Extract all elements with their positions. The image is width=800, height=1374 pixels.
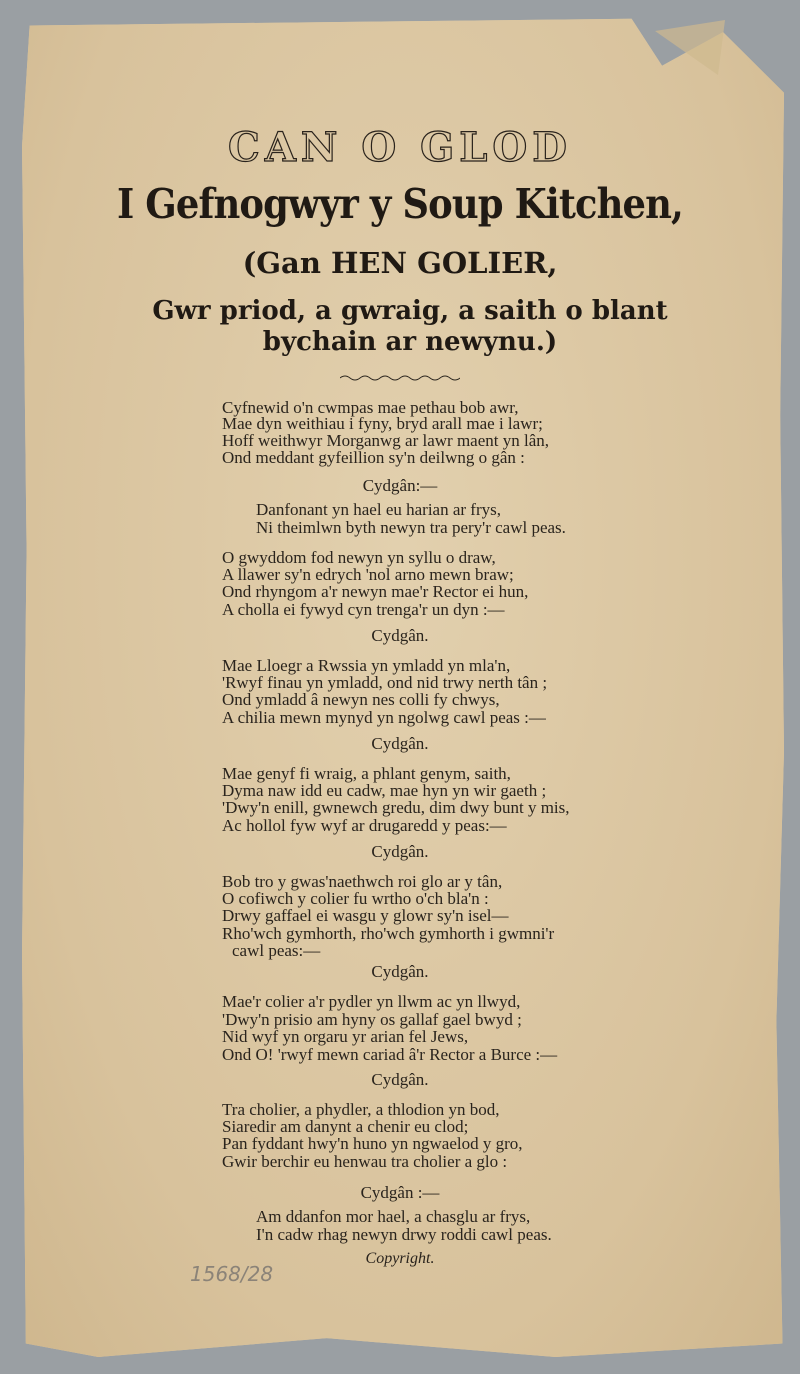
verse-line: Dyma naw idd eu cadw, mae hyn yn wir gaeth ; — [222, 781, 547, 800]
verse-line: Tra cholier, a phydler, a thlodion yn bod, — [222, 1100, 500, 1119]
verse-line: Pan fyddant hwy'n huno yn ngwaelod y gro, — [222, 1134, 523, 1153]
verse-line: Mae'r colier a'r pydler yn llwm ac yn llwyd, — [222, 992, 521, 1011]
title-line-3 — [0, 246, 800, 280]
verse-line: Nid wyf yn orgaru yr arian fel Jews, — [222, 1027, 469, 1046]
title-line-4: Gwr priod, a gwraig, a saith o blant bychain ar newynu.) — [152, 296, 668, 357]
verse-line: Bob tro y gwas'naethwch roi glo ar y tân, — [222, 872, 503, 891]
chorus-label: Cydgân. — [371, 842, 429, 861]
verse-line: A cholla ei fywyd cyn trenga'r un dyn :— — [222, 600, 505, 619]
verse-line: Gwir berchir eu henwau tra cholier a glo : — [222, 1152, 508, 1171]
verse-line: O cofiwch y colier fu wrtho o'ch bla'n : — [222, 889, 489, 908]
verse-line: cawl peas:— — [232, 941, 321, 960]
verse-line: Ond ymladd â newyn nes colli fy chwys, — [222, 690, 500, 709]
verse-line: 'Dwy'n enill, gwnewch gredu, dim dwy bunt y mis, — [222, 798, 570, 817]
title-line-1: CAN O GLOD — [228, 124, 572, 171]
verse-line: Drwy gaffael ei wasgu y glowr sy'n isel— — [222, 906, 509, 925]
verse-line: Rho'wch gymhorth, rho'wch gymhorth i gwmni'r — [222, 924, 555, 943]
verse-line: 'Rwyf finau yn ymladd, ond nid trwy nerth tân ; — [222, 673, 548, 692]
chorus-label: Cydgân :— — [360, 1183, 440, 1202]
verse-line: Siaredir am danynt a chenir eu clod; — [222, 1117, 469, 1136]
verse-line: Ond meddant gyfeillion sy'n deilwng o gân : — [222, 448, 525, 467]
title-line-3-pre: (Gan — [242, 246, 332, 280]
verse-line: Hoff weithwyr Morganwg ar lawr maent yn lân, — [222, 431, 550, 450]
chorus-label: Cydgân. — [371, 962, 429, 981]
verse-line: Danfonant yn hael eu harian ar frys, — [256, 500, 501, 519]
verse-line: Mae Lloegr a Rwssia yn ymladd yn mla'n, — [222, 656, 511, 675]
verse-line: A llawer sy'n edrych 'nol arno mewn braw; — [222, 565, 514, 584]
verse-line: Ond O! 'rwyf mewn cariad â'r Rector a Burce :— — [222, 1045, 558, 1064]
verse-line: Ond rhyngom a'r newyn mae'r Rector ei hun, — [222, 582, 529, 601]
title-line-3-post: , — [547, 246, 558, 280]
pencil-note: 1568/28 — [190, 1262, 274, 1286]
copyright: Copyright. — [365, 1250, 435, 1267]
verse-line: Ni theimlwn byth newyn tra pery'r cawl peas. — [256, 518, 566, 537]
chorus-label: Cydgân. — [371, 734, 429, 753]
verse-line: A chilia mewn mynyd yn ngolwg cawl peas :— — [222, 708, 546, 727]
verse-line: Am ddanfon mor hael, a chasglu ar frys, — [256, 1207, 531, 1226]
verse-line: Ac hollol fyw wyf ar drugaredd y peas:— — [222, 816, 507, 835]
verse-line: Mae genyf fi wraig, a phlant genym, saith, — [222, 764, 511, 783]
title-line-2: I Gefnogwyr y Soup Kitchen, — [116, 180, 684, 228]
author-name: HEN GOLIER — [331, 246, 548, 280]
verse-line: Mae dyn weithiau i fyny, bryd arall mae i lawr; — [222, 414, 543, 433]
verse-line: Cyfnewid o'n cwmpas mae pethau bob awr, — [222, 398, 519, 417]
verse-line: 'Dwy'n prisio am hyny os gallaf gael bwyd ; — [222, 1010, 522, 1029]
verse-line: I'n cadw rhag newyn drwy roddi cawl peas. — [256, 1225, 552, 1244]
decorative-rule — [340, 374, 460, 382]
chorus-label: Cydgân. — [371, 1070, 429, 1089]
verse-line: O gwyddom fod newyn yn syllu o draw, — [222, 548, 496, 567]
chorus-label: Cydgân. — [371, 626, 429, 645]
chorus-label: Cydgân:— — [362, 476, 438, 495]
